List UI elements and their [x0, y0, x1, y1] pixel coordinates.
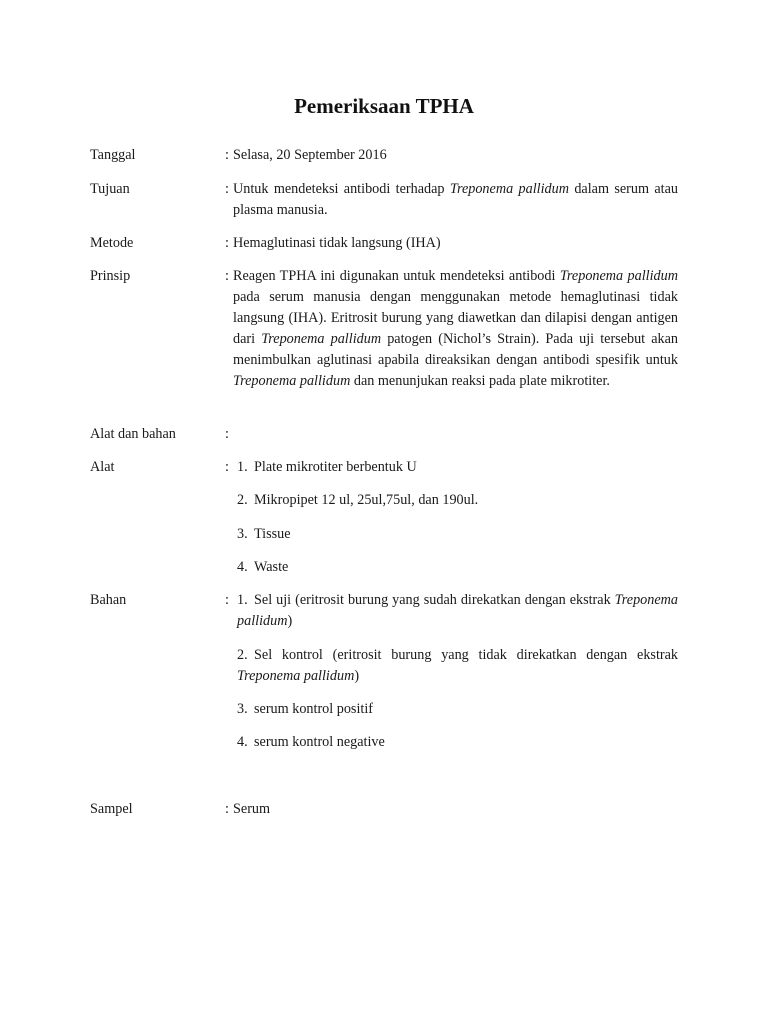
bahan-item-number: 1. [237, 592, 248, 608]
prinsip-text-4: dan menunjukan reaksi pada plate mikrotiter. [350, 373, 610, 389]
tujuan-label: Tujuan [90, 181, 130, 197]
bahan-list-item [237, 590, 678, 632]
metode-value: Hemaglutinasi tidak langsung (IHA) [233, 235, 441, 251]
bahan-item-text: Sel uji (eritrosit burung yang sudah direkatkan dengan ekstrak [254, 592, 615, 608]
tujuan-value [233, 179, 678, 221]
prinsip-label: Prinsip [90, 268, 131, 284]
bahan-item-text: serum kontrol negative [254, 734, 385, 750]
bahan-item-number: 2. [237, 647, 248, 663]
alat-item-number: 1. [237, 459, 248, 475]
tanggal-value: Selasa, 20 September 2016 [233, 147, 387, 163]
bahan-colon: : [225, 592, 229, 608]
tanggal-label: Tanggal [90, 147, 136, 163]
bahan-item-number: 3. [237, 701, 248, 717]
sampel-value: Serum [233, 801, 271, 817]
alat-item-number: 3. [237, 526, 248, 542]
tanggal-colon: : [225, 147, 229, 163]
alat-dan-bahan-colon: : [225, 426, 229, 442]
prinsip-species-3: Treponema pallidum [233, 373, 351, 389]
bahan-list-item [237, 699, 678, 720]
document-title: Pemeriksaan TPHA [294, 94, 474, 118]
bahan-label: Bahan [90, 592, 127, 608]
alat-dan-bahan-label: Alat dan bahan [90, 426, 176, 442]
prinsip-value [233, 266, 678, 392]
bahan-item-number: 4. [237, 734, 248, 750]
sampel-colon: : [225, 801, 229, 817]
bahan-item-species: Treponema pallidum [237, 668, 355, 684]
metode-label: Metode [90, 235, 134, 251]
prinsip-colon: : [225, 268, 229, 284]
alat-colon: : [225, 459, 229, 475]
prinsip-species-2: Treponema pallidum [261, 331, 382, 347]
prinsip-species-1: Treponema pallidum [559, 268, 678, 284]
alat-item-text: Waste [254, 559, 289, 575]
alat-list-item [237, 524, 678, 545]
bahan-list-item [237, 645, 678, 687]
bahan-item-close: ) [287, 613, 293, 629]
bahan-item-species: Treponema pallidum [237, 592, 678, 629]
alat-item-text: Mikropipet 12 ul, 25ul,75ul, dan 190ul. [254, 492, 479, 508]
alat-item-number: 4. [237, 559, 248, 575]
alat-item-number: 2. [237, 492, 248, 508]
prinsip-text-1: Reagen TPHA ini digunakan untuk mendeteksi antibodi [233, 268, 560, 284]
metode-colon: : [225, 235, 229, 251]
tujuan-text-1: Untuk mendeteksi antibodi terhadap [233, 181, 450, 197]
alat-list-item [237, 457, 678, 478]
alat-item-text: Tissue [254, 526, 291, 542]
alat-item-text: Plate mikrotiter berbentuk U [254, 459, 417, 475]
bahan-list-item [237, 732, 678, 753]
tujuan-species: Treponema pallidum [449, 181, 569, 197]
prinsip-text-3: patogen (Nichol’s Strain). Pada uji tersebut akan menimbulkan aglutinasi apabila direaksikan dengan antibodi spesifik untuk [233, 331, 679, 368]
bahan-item-close: ) [354, 668, 360, 684]
alat-label: Alat [90, 459, 115, 475]
bahan-item-text: Sel kontrol (eritrosit burung yang tidak direkatkan dengan ekstrak [254, 647, 678, 663]
bahan-item-text: serum kontrol positif [254, 701, 374, 717]
alat-list-item [237, 490, 678, 511]
alat-list-item [237, 557, 678, 578]
tujuan-text-2: dalam serum atau plasma manusia. [233, 181, 679, 218]
sampel-label: Sampel [90, 801, 133, 817]
tujuan-colon: : [225, 181, 229, 197]
prinsip-text-2: pada serum manusia dengan menggunakan metode hemaglutinasi tidak langsung (IHA). Eritrosit burung yang diawetkan dan dilapisi dengan antigen dari [233, 289, 678, 347]
